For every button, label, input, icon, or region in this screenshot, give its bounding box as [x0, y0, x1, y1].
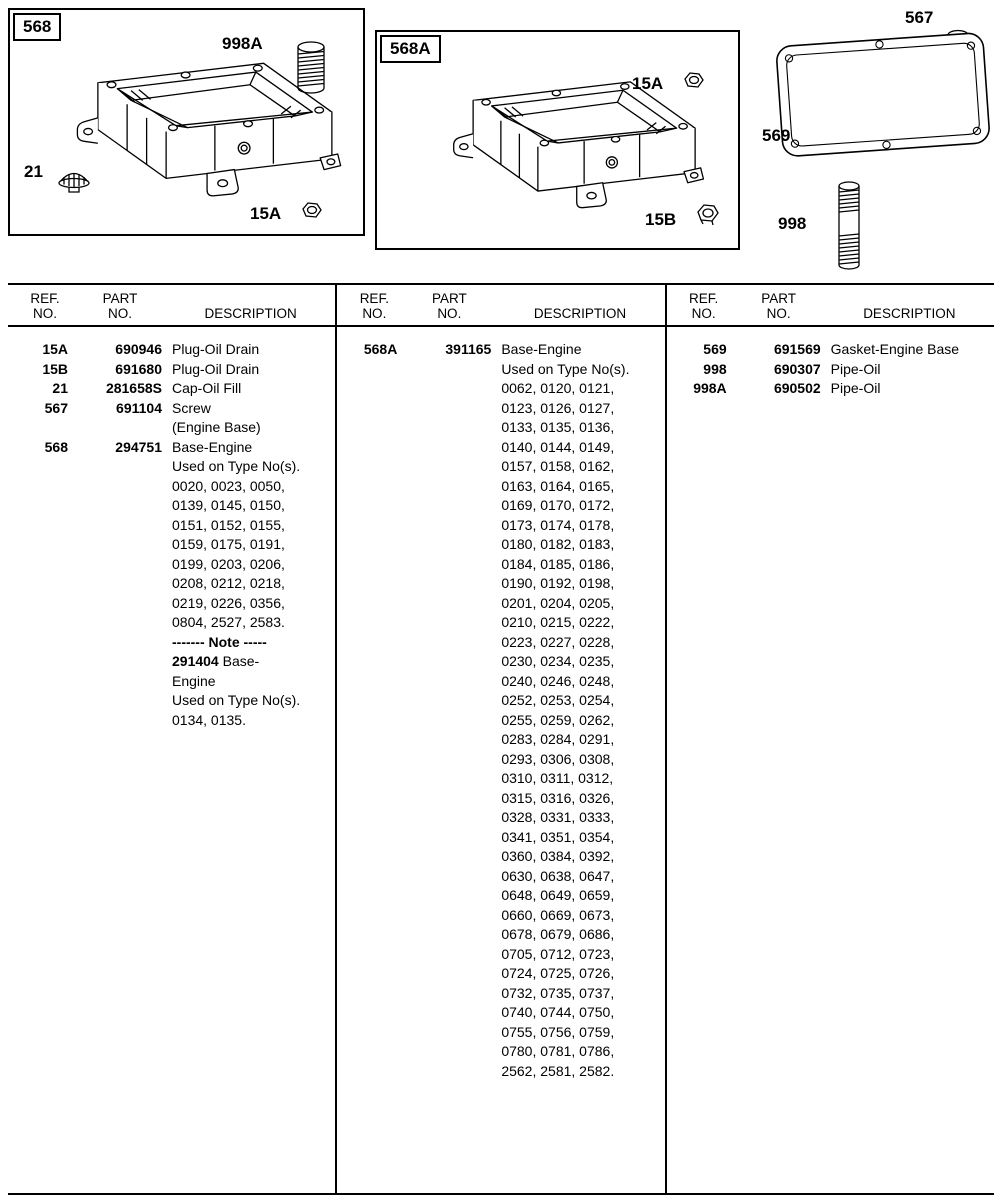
- description-line: Screw: [172, 399, 211, 416]
- pipe-998-icon: [834, 180, 864, 272]
- description-header: DESCRIPTION: [533, 306, 627, 321]
- description-line: 0240, 0246, 0248,: [501, 672, 615, 689]
- diagram-box-568-label: 568: [13, 13, 61, 41]
- description-line: 0173, 0174, 0178,: [501, 516, 615, 533]
- callout-15A-box568: 15A: [250, 204, 282, 223]
- diagram-box-568A: [375, 30, 740, 250]
- description: [501, 340, 658, 1081]
- column-2-header: [337, 285, 664, 327]
- description: [172, 360, 329, 380]
- description: [172, 438, 329, 731]
- part-entry-569: [681, 340, 988, 360]
- description-line: 0159, 0175, 0191,: [172, 536, 285, 552]
- description-line: 0157, 0158, 0162,: [501, 458, 615, 474]
- part-no: 690946: [115, 341, 162, 357]
- description-line: 0293, 0306, 0308,: [501, 750, 615, 767]
- description-line: 0134, 0135.: [172, 711, 246, 728]
- part-no: 691680: [115, 360, 162, 377]
- ref-header-line1: REF.: [30, 291, 60, 306]
- part-no-header: [407, 291, 491, 321]
- parts-table-column-1: [8, 285, 335, 1193]
- description-line: 0804, 2527, 2583.: [172, 614, 285, 630]
- part-entry-567: [22, 399, 329, 438]
- description-line: 0201, 0204, 0205,: [501, 594, 615, 611]
- description-line: 0163, 0164, 0165,: [501, 477, 615, 494]
- part-entry-15B: [22, 360, 329, 380]
- part-header-line1: PART: [102, 291, 138, 306]
- description-header: DESCRIPTION: [863, 306, 956, 321]
- ref-no-header: [351, 291, 397, 321]
- description-line: 0724, 0725, 0726,: [501, 965, 615, 981]
- part-header-line1: PART: [431, 291, 467, 306]
- part-entry-998: [681, 360, 988, 380]
- description: [172, 399, 329, 438]
- description: [831, 340, 988, 360]
- part-no: 294751: [115, 438, 162, 455]
- gasket-569-illustration: [770, 22, 998, 170]
- parts-table: [8, 283, 994, 1195]
- part-entry-568A: [351, 340, 658, 1081]
- description-line: 0139, 0145, 0150,: [172, 497, 285, 513]
- part-no: 690502: [773, 380, 821, 396]
- description-line: 0705, 0712, 0723,: [501, 945, 615, 962]
- description-line: Gasket-Engine Base: [830, 341, 960, 357]
- pipe-998A-icon: [292, 40, 330, 96]
- part-entry-568: [22, 438, 329, 731]
- plug-15A-icon-box568: [300, 200, 324, 220]
- description-line: 291404 Base-: [172, 653, 260, 669]
- description-line: 0184, 0185, 0186,: [501, 555, 615, 572]
- plug-15A-icon-box568A: [682, 70, 706, 90]
- callout-998A: 998A: [222, 34, 263, 53]
- description-line: Pipe-Oil: [830, 380, 881, 396]
- description-line: Plug-Oil Drain: [172, 360, 260, 377]
- plug-15B-icon: [695, 202, 721, 226]
- ref-no-header: [681, 291, 727, 321]
- part-no: 691104: [116, 399, 162, 416]
- ref-no: 568A: [363, 341, 398, 357]
- description-line: 0328, 0331, 0333,: [501, 809, 615, 825]
- diagram-box-568: [8, 8, 365, 236]
- description-line: 0190, 0192, 0198,: [501, 575, 615, 591]
- description-line: (Engine Base): [172, 419, 261, 435]
- description-line: Used on Type No(s).: [172, 692, 301, 708]
- description: [172, 379, 329, 399]
- part-no: 281658S: [105, 380, 162, 396]
- ref-no: 998: [703, 360, 727, 377]
- description-line: 0310, 0311, 0312,: [501, 770, 614, 786]
- diagram-box-568A-label: 568A: [380, 35, 441, 63]
- part-no: 391165: [445, 341, 492, 357]
- description-line: 0740, 0744, 0750,: [501, 1004, 615, 1020]
- callout-15B: 15B: [645, 210, 677, 229]
- description-line: 0341, 0351, 0354,: [501, 828, 615, 845]
- description-line: 0678, 0679, 0686,: [501, 926, 615, 942]
- part-header-line1: PART: [761, 291, 797, 306]
- description-line: ------- Note -----: [172, 633, 267, 650]
- description-line: Used on Type No(s).: [172, 458, 301, 474]
- ref-no: 15B: [42, 360, 68, 377]
- description-line: 0219, 0226, 0356,: [172, 594, 285, 611]
- description-line: 0151, 0152, 0155,: [172, 516, 285, 533]
- part-entry-21: [22, 379, 329, 399]
- description-line: 0755, 0756, 0759,: [501, 1023, 615, 1040]
- description-line: 0180, 0182, 0183,: [501, 536, 615, 552]
- description-line: 0780, 0781, 0786,: [501, 1043, 615, 1059]
- column-1-entries: [8, 327, 335, 730]
- part-no: 690307: [773, 360, 821, 377]
- part-header-line2: NO.: [766, 306, 791, 321]
- part-header-line2: NO.: [107, 306, 132, 321]
- description-line: 0140, 0144, 0149,: [501, 438, 615, 455]
- description-line: 0660, 0669, 0673,: [501, 906, 615, 923]
- ref-header-line1: REF.: [359, 291, 389, 306]
- description-line: 0360, 0384, 0392,: [501, 848, 615, 864]
- parts-table-column-3: [665, 285, 994, 1193]
- ref-no: 568: [44, 438, 68, 455]
- ref-no: 21: [52, 380, 68, 396]
- description-line: Plug-Oil Drain: [172, 341, 260, 357]
- description-line: Cap-Oil Fill: [172, 380, 242, 396]
- column-1-header: [8, 285, 335, 327]
- description-line: 0133, 0135, 0136,: [501, 419, 615, 435]
- description: [831, 379, 988, 399]
- ref-no: 569: [703, 341, 727, 357]
- description-line: 2562, 2581, 2582.: [501, 1062, 615, 1079]
- description-line: 0255, 0259, 0262,: [501, 711, 615, 728]
- description-line: 0283, 0284, 0291,: [501, 731, 615, 747]
- cap-21-icon: [56, 168, 92, 194]
- description-line: Base-Engine: [172, 438, 253, 455]
- description-line: 0062, 0120, 0121,: [501, 380, 615, 396]
- column-3-header: [667, 285, 994, 327]
- description-line: 0020, 0023, 0050,: [172, 477, 285, 494]
- ref-header-line2: NO.: [32, 306, 57, 321]
- ref-no: 15A: [42, 341, 68, 357]
- description-line: 0648, 0649, 0659,: [501, 887, 615, 903]
- description-line: Used on Type No(s).: [501, 360, 630, 377]
- part-no-header: [737, 291, 821, 321]
- description-line: 0230, 0234, 0235,: [501, 653, 615, 669]
- part-entry-998A: [681, 379, 988, 399]
- ref-header-line1: REF.: [689, 291, 719, 306]
- callout-569: 569: [762, 126, 791, 145]
- part-header-line2: NO.: [437, 306, 462, 321]
- column-2-entries: [337, 327, 664, 1081]
- ref-header-line2: NO.: [362, 306, 387, 321]
- part-no: 691569: [773, 341, 821, 357]
- description-line: Engine: [172, 672, 216, 689]
- description-line: 0199, 0203, 0206,: [172, 555, 285, 572]
- ref-no: 567: [44, 399, 68, 416]
- column-3-entries: [667, 327, 994, 399]
- description: [172, 340, 329, 360]
- callout-21: 21: [24, 162, 43, 181]
- description-line: 0208, 0212, 0218,: [172, 575, 285, 591]
- callout-567: 567: [905, 8, 934, 27]
- description-line: 0123, 0126, 0127,: [501, 399, 615, 416]
- description-line: Base-Engine: [501, 341, 582, 357]
- description-line: 0169, 0170, 0172,: [501, 497, 615, 513]
- part-no-header: [78, 291, 162, 321]
- description: [831, 360, 988, 380]
- description-line: 0315, 0316, 0326,: [501, 789, 615, 806]
- description-line: 0223, 0227, 0228,: [501, 633, 615, 650]
- description-line: 0630, 0638, 0647,: [501, 867, 615, 884]
- description-line: Pipe-Oil: [830, 360, 881, 377]
- part-entry-15A: [22, 340, 329, 360]
- description-line: 0252, 0253, 0254,: [501, 692, 615, 708]
- callout-998: 998: [778, 214, 807, 233]
- ref-no: 998A: [693, 380, 727, 396]
- callout-15A-box568A: 15A: [632, 74, 664, 93]
- ref-header-line2: NO.: [691, 306, 716, 321]
- description-header: DESCRIPTION: [204, 306, 297, 321]
- description-line: 0732, 0735, 0737,: [501, 984, 615, 1001]
- ref-no-header: [22, 291, 68, 321]
- description-line: 0210, 0215, 0222,: [501, 614, 615, 630]
- parts-table-column-2: [335, 285, 664, 1193]
